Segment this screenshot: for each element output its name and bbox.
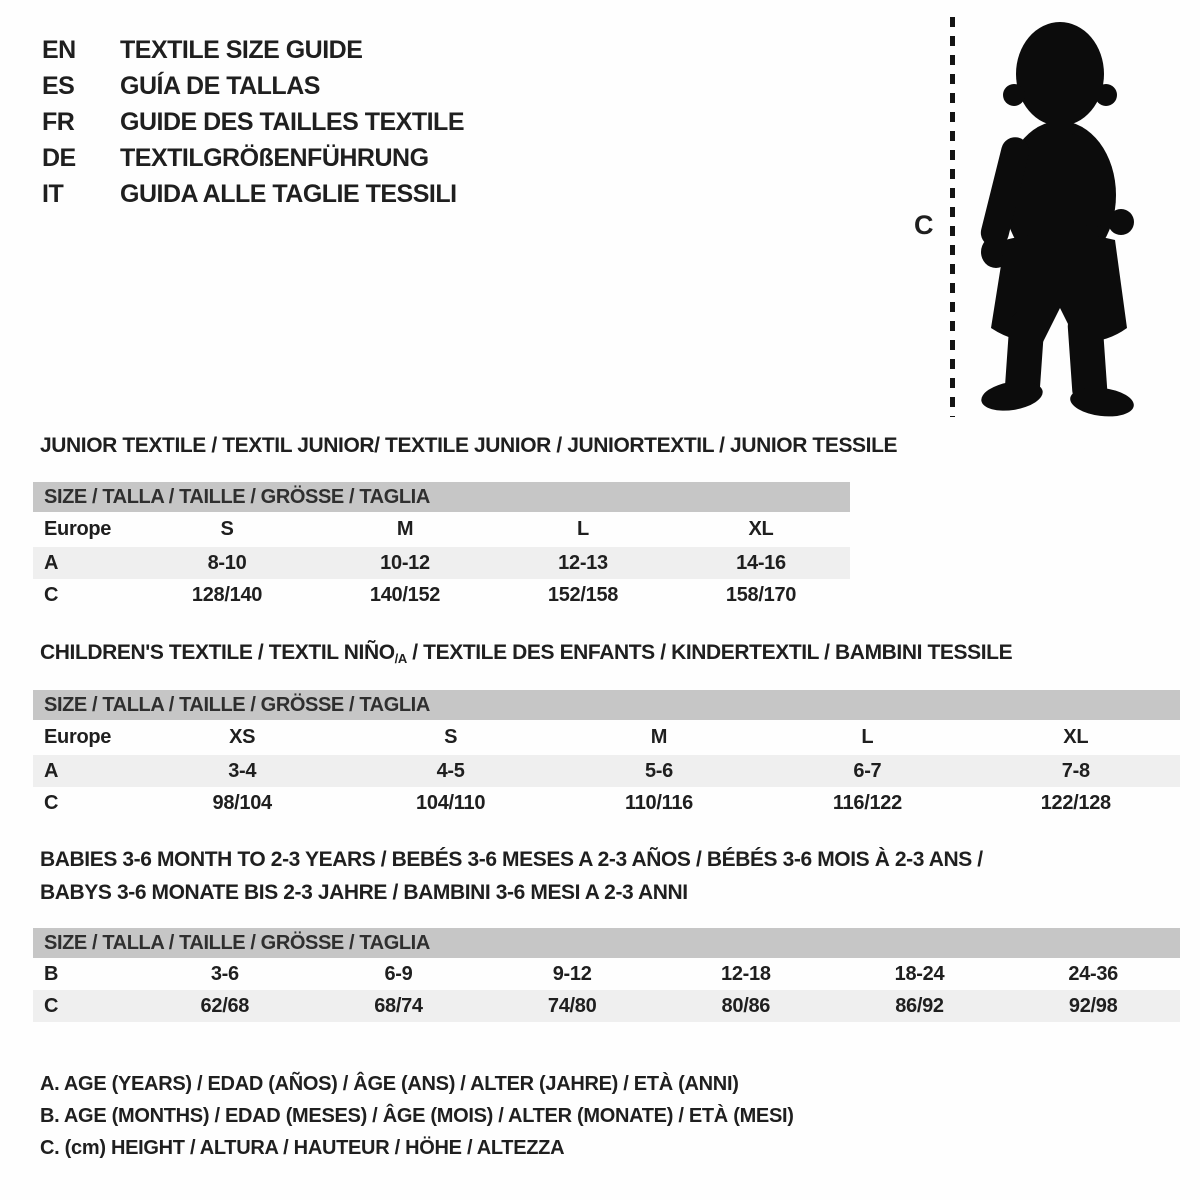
- table-cell: 24-36: [1068, 962, 1118, 985]
- table-cell: 7-8: [1061, 759, 1090, 782]
- table-cell: 18-24: [894, 962, 945, 985]
- height-measure-label: C: [914, 210, 934, 240]
- table-cell: 6-7: [853, 759, 882, 782]
- column-header: L: [577, 518, 589, 540]
- column-header: S: [444, 726, 458, 748]
- table-cell: 104/110: [416, 791, 486, 814]
- lang-code: ES: [42, 71, 75, 100]
- row-label: C: [44, 994, 59, 1017]
- junior-size-table: [33, 482, 850, 611]
- table-cell: 110/116: [624, 791, 693, 814]
- column-header: M: [396, 518, 414, 540]
- lang-title: GUIDE DES TAILLES TEXTILE: [120, 107, 465, 136]
- table-cell: 3-4: [228, 759, 257, 782]
- table-cell: 68/74: [374, 994, 423, 1017]
- table-row: [33, 755, 1180, 787]
- table-cell: 62/68: [200, 994, 250, 1017]
- table-cell: 9-12: [552, 962, 592, 985]
- column-header: XS: [229, 726, 256, 748]
- table-row: [33, 512, 850, 547]
- footnote-age-years: A. AGE (YEARS) / EDAD (AÑOS) / ÂGE (ANS) / ALTER (JAHRE) / ETÀ (ANNI): [40, 1073, 739, 1095]
- table-cell: 6-9: [384, 962, 413, 985]
- table-cell: 86/92: [895, 994, 944, 1017]
- junior-section-title: JUNIOR TEXTILE / TEXTIL JUNIOR/ TEXTILE JUNIOR / JUNIORTEXTIL / JUNIOR TESSILE: [40, 434, 898, 457]
- lang-row-en: [42, 32, 464, 68]
- lang-row-es: [42, 68, 464, 104]
- lang-title: GUIDA ALLE TAGLIE TESSILI: [120, 179, 457, 208]
- table-cell: 152/158: [547, 583, 619, 606]
- lang-row-fr: [42, 104, 464, 140]
- column-header: Europe: [44, 726, 112, 748]
- column-header: XL: [748, 518, 774, 540]
- table-cell: 12-18: [721, 962, 771, 985]
- table-cell: 158/170: [725, 583, 797, 606]
- column-header: L: [861, 726, 874, 748]
- table-row: [33, 958, 1180, 990]
- children-title-suffix: / TEXTILE DES ENFANTS / KINDERTEXTIL / BAMBINI TESSILE: [406, 641, 1013, 664]
- children-title-prefix: CHILDREN'S TEXTILE / TEXTIL NIÑO: [40, 641, 395, 664]
- row-label: C: [44, 791, 59, 814]
- table-cell: 98/104: [212, 791, 272, 814]
- table-cell: 14-16: [736, 551, 786, 574]
- table-cell: 116/122: [832, 791, 902, 814]
- row-label: A: [44, 759, 59, 782]
- height-figure: [900, 0, 1160, 430]
- size-header-bar: SIZE / TALLA / TAILLE / GRÖSSE / TAGLIA: [33, 690, 1180, 720]
- table-row: [33, 579, 850, 611]
- table-row: [33, 787, 1180, 819]
- legend-footnotes: [40, 1068, 794, 1164]
- table-cell: 10-12: [380, 551, 430, 574]
- footnote-height-cm: C. (cm) HEIGHT / ALTURA / HAUTEUR / HÖHE / ALTEZZA: [40, 1137, 565, 1159]
- table-row: [33, 720, 1180, 755]
- lang-code: DE: [42, 143, 76, 172]
- table-cell: 92/98: [1068, 994, 1118, 1017]
- column-header: M: [650, 726, 668, 748]
- row-label: A: [44, 551, 59, 574]
- table-row: [33, 547, 850, 579]
- language-title-list: [42, 32, 464, 212]
- lang-code: FR: [42, 107, 75, 136]
- footnote-age-months: B. AGE (MONTHS) / EDAD (MESES) / ÂGE (MOIS) / ALTER (MONATE) / ETÀ (MESI): [40, 1105, 794, 1127]
- babies-title-line1: BABIES 3-6 MONTH TO 2-3 YEARS / BEBÉS 3-6 MESES A 2-3 AÑOS / BÉBÉS 3-6 MOIS À 2-3 ANS /: [40, 848, 983, 871]
- children-size-table: [33, 690, 1180, 819]
- table-cell: 80/86: [721, 994, 771, 1017]
- lang-title: TEXTILGRÖßENFÜHRUNG: [120, 143, 429, 172]
- lang-title: TEXTILE SIZE GUIDE: [120, 35, 363, 64]
- table-cell: 122/128: [1040, 791, 1111, 814]
- babies-size-table: [33, 928, 1180, 1022]
- table-cell: 8-10: [207, 551, 247, 574]
- column-header: XL: [1063, 726, 1089, 748]
- lang-code: IT: [42, 179, 64, 208]
- table-cell: 12-13: [558, 551, 608, 574]
- lang-title: GUÍA DE TALLAS: [120, 71, 320, 100]
- children-title-subscript: /A: [394, 651, 407, 666]
- table-cell: 5-6: [644, 759, 673, 782]
- children-section-title: [40, 641, 1012, 665]
- lang-row-de: [42, 140, 464, 176]
- row-label: C: [44, 583, 59, 606]
- column-header: Europe: [44, 518, 112, 540]
- babies-section-title: [40, 843, 983, 909]
- column-header: S: [220, 518, 234, 540]
- lang-row-it: [42, 176, 464, 212]
- table-cell: 128/140: [191, 583, 263, 606]
- lang-code: EN: [42, 35, 76, 64]
- toddler-silhouette-icon: [955, 12, 1155, 420]
- babies-title-line2: BABYS 3-6 MONATE BIS 2-3 JAHRE / BAMBINI 3-6 MESI A 2-3 ANNI: [40, 881, 688, 904]
- row-label: B: [44, 962, 59, 985]
- table-cell: 74/80: [547, 994, 597, 1017]
- table-cell: 140/152: [369, 583, 441, 606]
- table-cell: 4-5: [436, 759, 465, 782]
- size-header-bar: SIZE / TALLA / TAILLE / GRÖSSE / TAGLIA: [33, 928, 1180, 958]
- size-header-bar: SIZE / TALLA / TAILLE / GRÖSSE / TAGLIA: [33, 482, 850, 512]
- table-row: [33, 990, 1180, 1022]
- table-cell: 3-6: [210, 962, 239, 985]
